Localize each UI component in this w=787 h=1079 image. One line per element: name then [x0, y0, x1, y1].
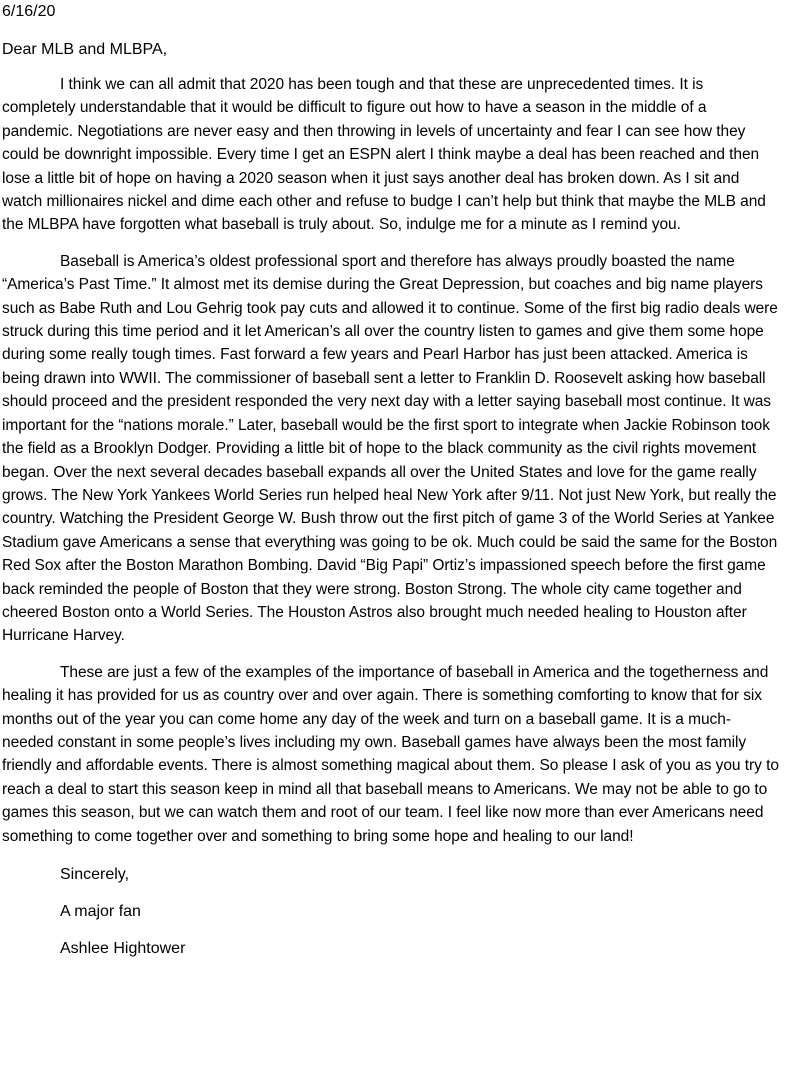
letter-signoff: A major fan — [60, 903, 141, 920]
letter-signature: Ashlee Hightower — [60, 940, 186, 957]
body-paragraph-2: Baseball is America’s oldest professional sport and therefore has always proudly boasted the name “America’s Past Time.” It almost met its demise during the Great Depression, but coaches and big name players such as Babe Ruth and Lou Gehrig took pay cuts and allowed it to continue. Some of the first big radio deals were struck during this time period and it let American’s all over the country listen to games and give them some hope during some really tough times. Fast forward a few years and Pearl Harbor has just been attacked. America is being drawn into WWII. The commissioner of baseball sent a letter to Franklin D. Roosevelt asking how baseball should proceed and the president responded the very next day with a letter saying baseball most continue. It was important for the “nations morale.” Later, baseball would be the first sport to integrate when Jackie Robinson took the field as a Brooklyn Dodger. Providing a little bit of hope to the black community as the civil rights movement began. Over the next several decades baseball expands all over the United States and love for the game really grows. The New York Yankees World Series run helped heal New York after 9/11. Not just New York, but really the country. Watching the President George W. Bush throw out the first pitch of game 3 of the World Series at Yankee Stadium gave Americans a sense that everything was going to be ok. Much could be said the same for the Boston Red Sox after the Boston Marathon Bombing. David “Big Papi” Ortiz’s impassioned speech before the first game back reminded the people of Boston that they were strong. Boston Strong. The whole city came together and cheered Boston onto a World Series. The Houston Astros also brought much needed healing to Houston after Hurricane Harvey. — [2, 252, 778, 645]
letter-closing: Sincerely, — [60, 866, 130, 883]
body-paragraph-1: I think we can all admit that 2020 has been tough and that these are unprecedented times. It is completely understandable that it would be difficult to figure out how to have a season in the middle of a pandemic. Negotiations are never easy and then throwing in levels of uncertainty and fear I can see how they could be downright impossible. Every time I get an ESPN alert I think maybe a deal has been reached and then lose a little bit of hope on having a 2020 season when it just says another deal has broken down. As I sit and watch millionaires nickel and dime each other and refuse to budge I can’t help but think that maybe the MLB and the MLBPA have forgotten what baseball is truly about. So, indulge me for a minute as I remind you. — [2, 76, 766, 234]
body-paragraph-3: These are just a few of the examples of the importance of baseball in America and the togetherness and healing it has provided for us as country over and over again. There is something comforting to know that for six months out of the year you can come home any day of the week and turn on a baseball game. It is a much-needed constant in some people’s lives including my own. Baseball games have always been the most family friendly and affordable events. There is almost something magical about them. So please I ask of you as you try to reach a deal to start this season keep in mind all that baseball means to Americans. We may not be able to go to games this season, but we can watch them and root of our team. I feel like now more than ever Americans need something to come together over and something to bring some hope and healing to our land! — [2, 663, 779, 845]
letter-salutation: Dear MLB and MLBPA, — [2, 41, 168, 58]
letter-date: 6/16/20 — [2, 3, 56, 20]
